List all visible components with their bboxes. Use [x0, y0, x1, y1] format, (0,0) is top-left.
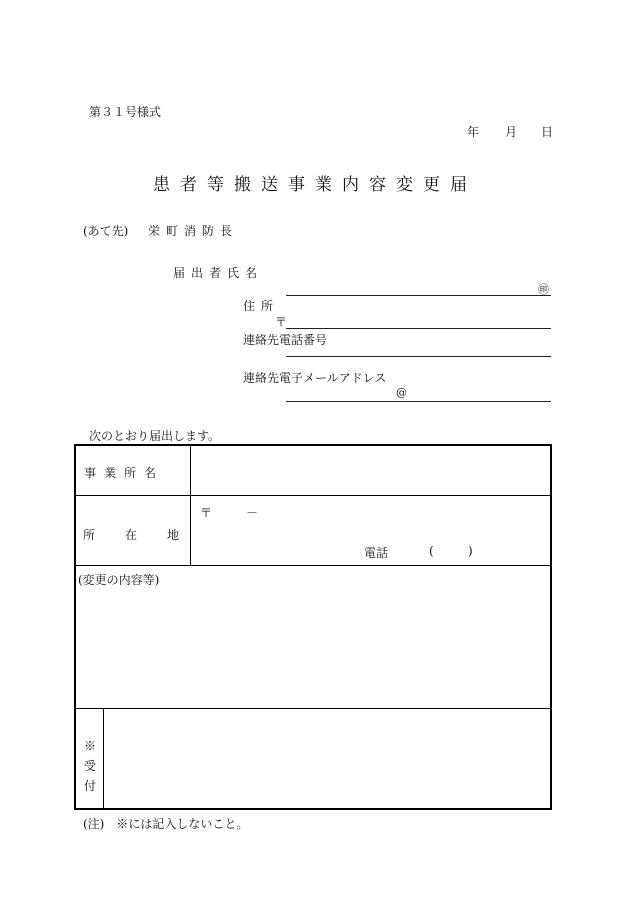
- applicant-email-at: @: [396, 386, 407, 399]
- addressee-prefix: (あて先): [83, 224, 129, 238]
- office-name-label: 事業所名: [84, 466, 165, 480]
- applicant-phone-line: [286, 356, 551, 357]
- applicant-address-label: 住所: [243, 299, 280, 313]
- changes-label: (変更の内容等): [78, 573, 160, 587]
- location-phone-paren-close: ): [468, 544, 473, 558]
- location-postal-dash: －: [246, 506, 259, 520]
- table-row-divider: [76, 565, 550, 566]
- applicant-address-line: [286, 328, 551, 329]
- location-label-text: 所在地: [83, 528, 210, 542]
- date-month-label: 月: [505, 125, 518, 139]
- addressee-name: 栄町消防長: [148, 224, 239, 238]
- date-day-label: 日: [541, 125, 554, 139]
- applicant-phone-label: 連絡先電話番号: [243, 333, 328, 347]
- applicant-name-line: [286, 295, 551, 296]
- seal-mark: ㊞: [538, 283, 549, 296]
- form-table: [74, 444, 552, 810]
- applicant-email-line: [286, 401, 551, 402]
- intro-text: 次のとおり届出します。: [89, 429, 221, 443]
- location-postal-mark: 〒: [200, 506, 213, 520]
- location-label: [83, 526, 209, 543]
- date-year-label: 年: [467, 125, 480, 139]
- note-text: (注) ※には記入しないこと。: [83, 817, 249, 831]
- table-column-divider: [190, 446, 191, 565]
- table-row-divider: [76, 708, 550, 709]
- document-title: 患者等搬送事業内容変更届: [153, 175, 477, 195]
- location-phone-label: 電話: [364, 546, 389, 560]
- location-phone-paren-open: (: [429, 544, 434, 558]
- applicant-name-label: 届出者氏名: [173, 266, 264, 280]
- reception-label: ※受付: [83, 739, 96, 793]
- applicant-email-label: 連絡先電子メールアドレス: [243, 371, 387, 385]
- table-column-divider: [103, 708, 104, 808]
- form-number: 第３１号様式: [89, 105, 162, 119]
- applicant-postal-mark: 〒: [275, 315, 288, 329]
- table-row-divider: [76, 495, 550, 496]
